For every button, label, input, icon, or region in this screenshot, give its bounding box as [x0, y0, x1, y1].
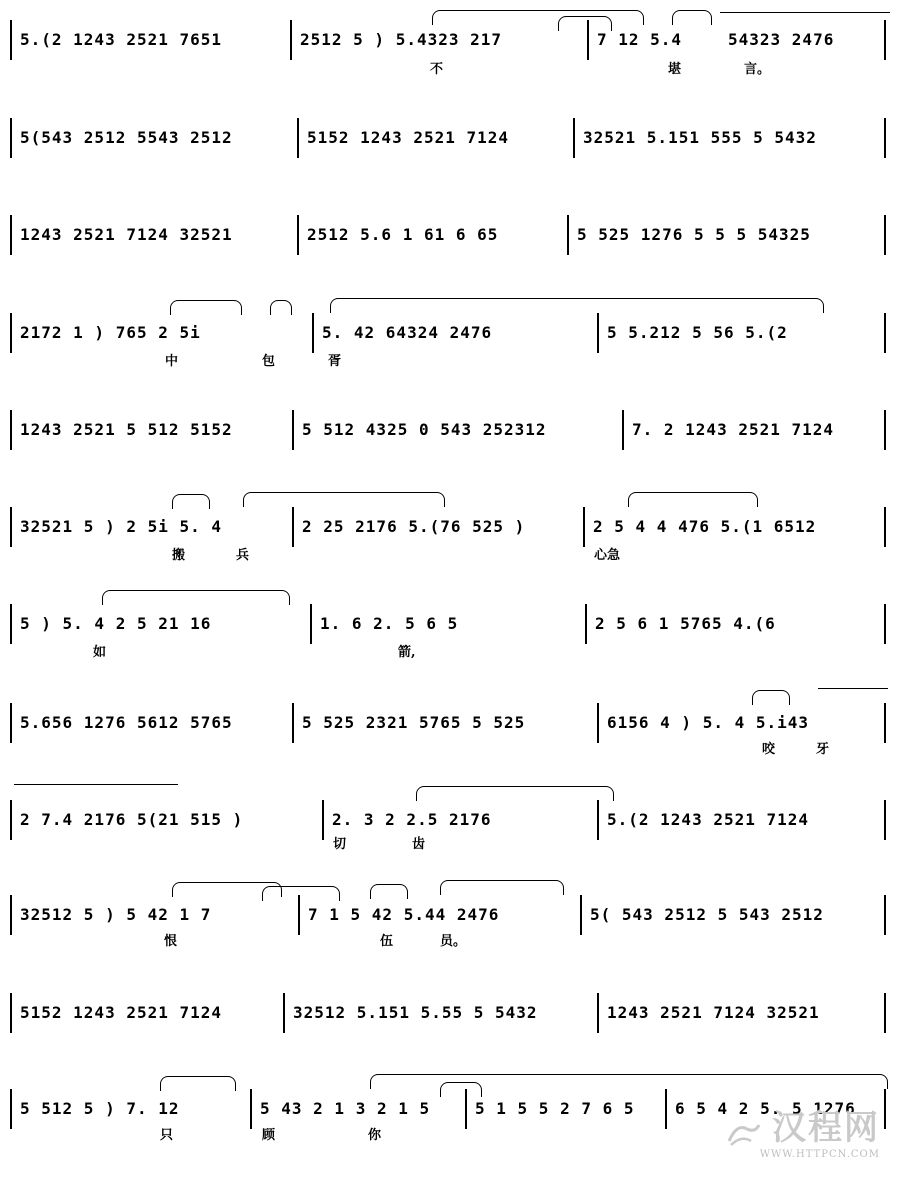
lyric: 堪 [668, 62, 682, 77]
measure: 5.656 1276 5612 5765 [20, 713, 233, 732]
measure: 32512 5.151 5.55 5 5432 [293, 1003, 538, 1022]
measure: 5 43 2 1 3 2 1 5 [260, 1099, 431, 1118]
barline [597, 313, 599, 353]
lyric: 咬 [762, 742, 776, 757]
lyric: 齿 [412, 837, 426, 852]
measure: 7. 2 1243 2521 7124 [632, 420, 835, 439]
lyric: 心急 [594, 548, 621, 563]
slur [416, 786, 614, 801]
measure: 5 ) 5. 4 2 5 21 16 [20, 614, 212, 633]
measure: 6 5 4 2 5. 5 1276 [675, 1099, 856, 1118]
lyric: 员。 [440, 934, 467, 949]
measure: 2512 5 ) 5.4323 217 [300, 30, 503, 49]
barline [10, 507, 12, 547]
barline [292, 507, 294, 547]
barline [283, 993, 285, 1033]
measure: 7 1 5 42 5.44 2476 [308, 905, 500, 924]
measure: 5152 1243 2521 7124 [307, 128, 510, 147]
barline [298, 895, 300, 935]
measure: 5(543 2512 5543 2512 [20, 128, 233, 147]
measure: 1243 2521 7124 32521 [607, 1003, 820, 1022]
barline [573, 118, 575, 158]
barline [10, 895, 12, 935]
barline [10, 215, 12, 255]
measure: 2172 1 ) 765 2 5i [20, 323, 201, 342]
measure: 2 5 6 1 5765 4.(6 [595, 614, 776, 633]
barline [884, 410, 886, 450]
barline [884, 118, 886, 158]
measure: 5 525 1276 5 5 5 54325 [577, 225, 811, 244]
lyric: 箭, [398, 645, 416, 660]
slur [440, 1082, 482, 1097]
barline [884, 895, 886, 935]
measure: 1243 2521 7124 32521 [20, 225, 233, 244]
slur [628, 492, 758, 507]
barline [10, 604, 12, 644]
barline [884, 313, 886, 353]
lyric: 伍 [380, 934, 394, 949]
slur [262, 886, 340, 901]
measure: 5 512 4325 0 543 252312 [302, 420, 547, 439]
measure: 5.(2 1243 2521 7124 [607, 810, 810, 829]
measure: 5 1 5 5 2 7 6 5 [475, 1099, 635, 1118]
slur [440, 880, 564, 895]
barline [250, 1089, 252, 1129]
measure: 32521 5.151 555 5 5432 [583, 128, 817, 147]
slur [102, 590, 290, 605]
measure: 5 525 2321 5765 5 525 [302, 713, 526, 732]
lyric: 胥 [328, 354, 342, 369]
barline [622, 410, 624, 450]
barline [583, 507, 585, 547]
slur [170, 300, 242, 315]
barline [310, 604, 312, 644]
measure: 7 12 5.4 [597, 30, 683, 49]
watermark [725, 1100, 880, 1161]
barline [884, 1089, 886, 1129]
slur [172, 494, 210, 509]
measure: 5.(2 1243 2521 7651 [20, 30, 223, 49]
barline [312, 313, 314, 353]
slur [558, 16, 612, 31]
logo-icon [725, 1119, 763, 1149]
barline [884, 507, 886, 547]
barline [297, 118, 299, 158]
measure: 2 5 4 4 476 5.(1 6512 [593, 517, 817, 536]
slur [270, 300, 292, 315]
slur-line [818, 688, 888, 689]
barline [292, 410, 294, 450]
watermark-title: 汉程网 [772, 1107, 880, 1148]
measure: 5152 1243 2521 7124 [20, 1003, 223, 1022]
lyric: 你 [368, 1128, 382, 1143]
measure: 54323 2476 [728, 30, 835, 49]
slur [432, 10, 644, 25]
measure: 5 512 5 ) 7. 12 [20, 1099, 180, 1118]
slur [330, 298, 824, 313]
barline [10, 313, 12, 353]
measure: 32512 5 ) 5 42 1 7 [20, 905, 212, 924]
lyric: 恨 [164, 934, 178, 949]
barline [567, 215, 569, 255]
barline [884, 215, 886, 255]
barline [290, 20, 292, 60]
lyric: 中 [165, 354, 179, 369]
measure: 1243 2521 5 512 5152 [20, 420, 233, 439]
slur [160, 1076, 236, 1091]
barline [297, 215, 299, 255]
lyric: 不 [430, 62, 444, 77]
lyric: 搬 [172, 548, 186, 563]
barline [884, 800, 886, 840]
measure: 2. 3 2 2.5 2176 [332, 810, 492, 829]
barline [10, 1089, 12, 1129]
lyric: 牙 [816, 742, 830, 757]
slur [370, 884, 408, 899]
measure: 1. 6 2. 5 6 5 [320, 614, 459, 633]
slur-line [720, 12, 890, 13]
lyric: 言。 [744, 62, 771, 77]
barline [10, 800, 12, 840]
lyric: 如 [93, 645, 107, 660]
barline [884, 703, 886, 743]
measure: 5 5.212 5 56 5.(2 [607, 323, 788, 342]
barline [665, 1089, 667, 1129]
barline [597, 703, 599, 743]
lyric: 兵 [236, 548, 250, 563]
watermark-url: WWW.HTTPCN.COM [759, 1149, 880, 1160]
measure: 32521 5 ) 2 5i 5. 4 [20, 517, 223, 536]
barline [10, 993, 12, 1033]
barline [884, 993, 886, 1033]
lyric: 只 [160, 1128, 174, 1143]
measure: 2512 5.6 1 61 6 65 [307, 225, 499, 244]
lyric: 切 [333, 837, 347, 852]
barline [292, 703, 294, 743]
barline [10, 703, 12, 743]
measure: 2 7.4 2176 5(21 515 ) [20, 810, 244, 829]
measure: 5. 42 64324 2476 [322, 323, 493, 342]
barline [10, 20, 12, 60]
barline [580, 895, 582, 935]
barline [10, 118, 12, 158]
barline [322, 800, 324, 840]
barline [597, 800, 599, 840]
lyric: 包 [262, 354, 276, 369]
measure: 2 25 2176 5.(76 525 ) [302, 517, 526, 536]
slur [243, 492, 445, 507]
barline [884, 604, 886, 644]
barline [884, 20, 886, 60]
measure: 6156 4 ) 5. 4 5.i43 [607, 713, 810, 732]
lyric: 顾 [262, 1128, 276, 1143]
slur [672, 10, 712, 25]
barline [585, 604, 587, 644]
slur [752, 690, 790, 705]
measure: 5( 543 2512 5 543 2512 [590, 905, 824, 924]
barline [10, 410, 12, 450]
barline [597, 993, 599, 1033]
slur-line [14, 784, 178, 785]
